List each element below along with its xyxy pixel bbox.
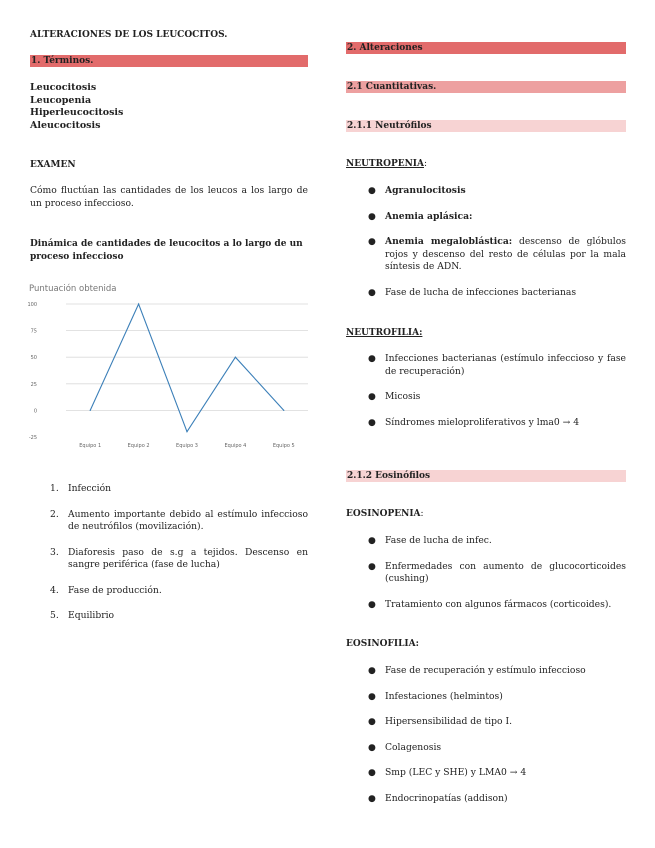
phase-item: [30, 610, 308, 623]
neutropenia-label: NEUTROPENIA: [346, 159, 424, 169]
chart-data-points: [90, 303, 285, 432]
list-item: ● Fase de recuperación y estímulo infeccioso: [368, 665, 586, 676]
chart-heading: Dinámica de cantidades de leucocitos a lo largo de un proceso infeccioso: [30, 239, 303, 262]
list-item: ● Tratamiento con algunos fármacos (corticoides).: [368, 598, 612, 610]
exam-text: Cómo fluctúan las cantidades de los leucos a los largo de un proceso infeccioso.: [30, 185, 308, 209]
chart-title: Puntuación obtenida: [29, 284, 117, 294]
list-item: ● Síndromes mieloproliferativos y lma0 → 4: [368, 416, 580, 428]
list-item: ● Micosis: [368, 391, 421, 402]
list-item: ● Fase de lucha de infecciones bacterianas: [368, 286, 577, 298]
x-tick-label: Equipo 1: [79, 443, 102, 449]
eosinofilia-list: [346, 665, 626, 805]
neutropenia-list: [346, 185, 626, 299]
phase-text: Fase de producción.: [68, 584, 162, 596]
neutrofilia-list: [346, 353, 626, 429]
y-tick-label: 100: [27, 302, 37, 308]
line-chart: [26, 280, 312, 455]
phase-text: Aumento importante debido al estímulo infeccioso de neutrófilos (movilización).: [68, 508, 308, 532]
phase-text: Diaforesis paso de s.g a tejidos. Descenso en sangre periférica (fase de lucha): [68, 546, 308, 570]
data-point: [90, 410, 91, 411]
phase-number: 2.: [50, 508, 59, 520]
list-item: ● Anemia aplásica:: [368, 210, 473, 222]
exam-heading: EXAMEN: [30, 160, 76, 170]
phase-number: 1.: [50, 483, 59, 494]
phase-number: 4.: [50, 584, 59, 596]
cuantitativas-heading: 2.1 Cuantitativas.: [346, 81, 626, 93]
phase-number: 3.: [50, 546, 59, 558]
data-point: [186, 431, 187, 432]
phases-list: [30, 483, 308, 623]
data-point: [138, 303, 139, 304]
phase-text: Infección: [68, 483, 112, 494]
term-item: Leucopenia: [30, 94, 92, 106]
y-tick-label: 0: [33, 408, 37, 415]
y-tick-label: 50: [30, 355, 37, 362]
y-tick-label: 75: [30, 328, 37, 335]
chart-x-tick-labels: [79, 443, 295, 449]
neutropenia-label-row: NEUTROPENIA:: [346, 159, 428, 169]
eosinofilos-heading: 2.1.2 Eosinófilos: [346, 470, 626, 482]
phase-item: [30, 483, 308, 496]
list-item: ● Colagenosis: [368, 741, 442, 753]
list-item: ● Smp (LEC y SHE) y LMA0 → 4: [368, 767, 527, 778]
data-point: [283, 410, 284, 411]
terms-list: [30, 82, 308, 132]
y-tick-label: 25: [30, 381, 37, 388]
eosinofilia-label: EOSINOFILIA:: [346, 639, 419, 649]
terms-section-heading: 1. Términos.: [30, 55, 308, 67]
phase-item: [30, 585, 308, 598]
eosinopenia-list: [346, 535, 626, 611]
data-point: [235, 357, 236, 358]
phase-text: Equilibrio: [68, 610, 115, 621]
chart-y-tick-labels: [27, 302, 37, 441]
x-tick-label: Equipo 4: [224, 443, 247, 449]
neutrofilia-label: NEUTROFILIA:: [346, 328, 423, 338]
x-tick-label: Equipo 3: [176, 443, 198, 449]
phase-number: 5.: [50, 610, 59, 621]
y-tick-label: -25: [28, 435, 37, 441]
neutrofilos-heading: 2.1.1 Neutrófilos: [346, 120, 626, 132]
eosinopenia-label: EOSINOPENIA: [346, 509, 421, 519]
list-item: ● Hipersensibilidad de tipo I.: [368, 716, 512, 727]
phase-item: [30, 547, 308, 572]
list-item: ● Enfermedades con aumento de glucocorticoides (cushing): [368, 560, 626, 584]
phase-item: [30, 509, 308, 534]
x-tick-label: Equipo 2: [127, 443, 150, 449]
list-item: ● Agranulocitosis: [368, 185, 466, 196]
chart-series-line: [90, 304, 284, 432]
chart-gridlines: [66, 304, 308, 410]
list-item: ● Endocrinopatías (addison): [368, 792, 508, 804]
x-tick-label: Equipo 5: [272, 443, 295, 449]
eosinopenia-label-row: EOSINOPENIA:: [346, 509, 424, 519]
list-item: ● Fase de lucha de infec.: [368, 535, 492, 546]
term-item: Hiperleucocitosis: [30, 107, 124, 118]
document-title: ALTERACIONES DE LOS LEUCOCITOS.: [30, 30, 228, 40]
list-item: ● Infecciones bacterianas (estímulo infeccioso y fase de recuperación): [368, 353, 626, 377]
alteraciones-heading: 2. Alteraciones: [346, 42, 626, 54]
list-item: ● Infestaciones (helmintos): [368, 690, 503, 702]
list-item: ● Anemia megaloblástica: descenso de glóbulos rojos y descenso del resto de células por la mala síntesis de ADN.: [368, 236, 626, 272]
term-item: Leucocitosis: [30, 82, 97, 93]
term-item: Aleucocitosis: [30, 119, 101, 131]
